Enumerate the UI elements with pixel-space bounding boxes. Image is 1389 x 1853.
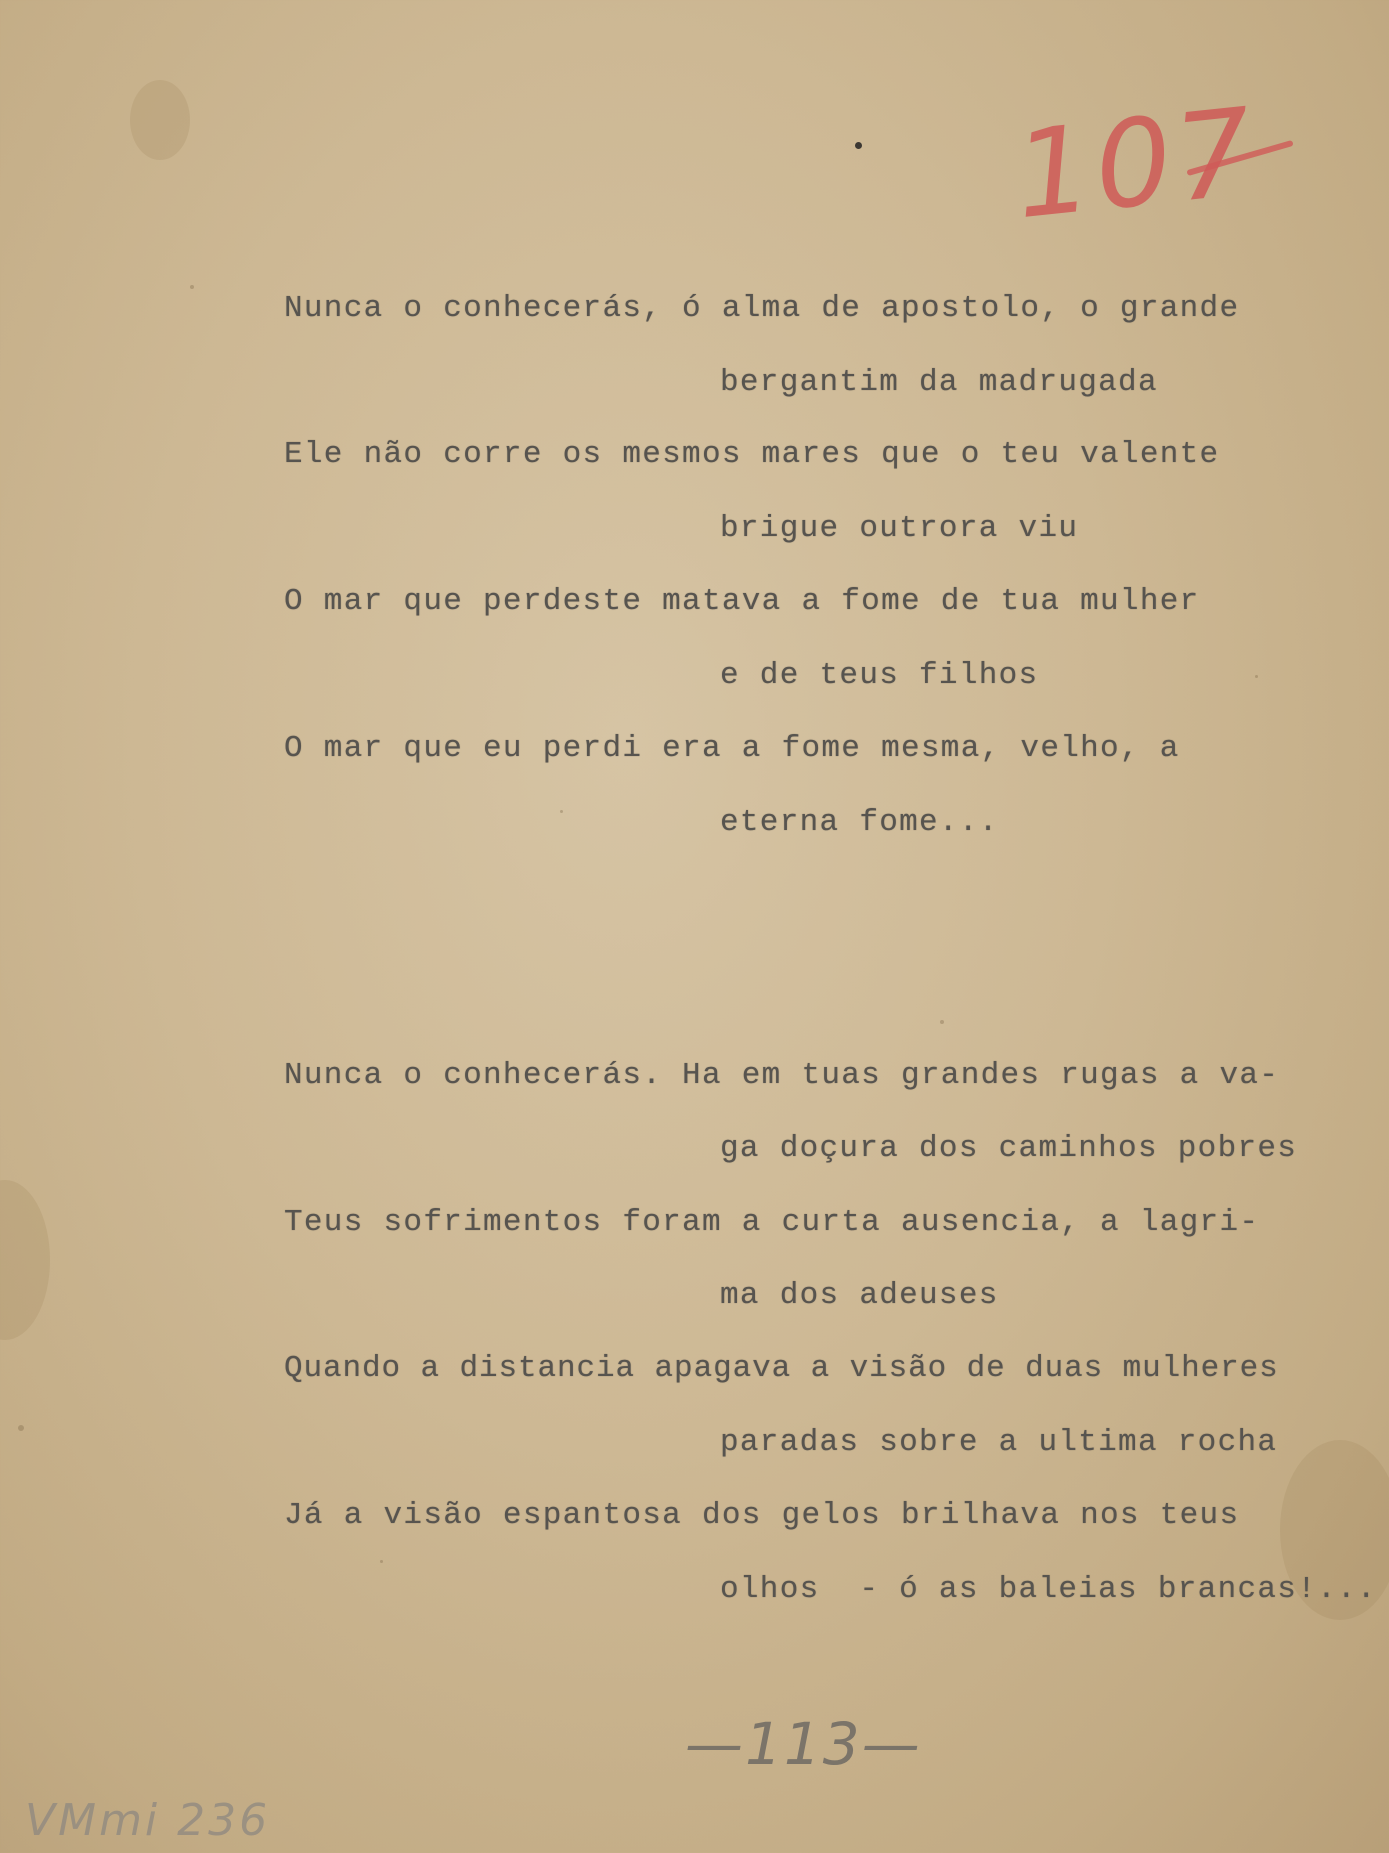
poem-line: Teus sofrimentos foram a curta ausencia, a lagri- bbox=[284, 1205, 1260, 1240]
poem-line-continuation: brigue outrora viu bbox=[720, 511, 1079, 546]
poem-line-continuation: ma dos adeuses bbox=[720, 1278, 999, 1313]
ink-dot bbox=[855, 142, 862, 149]
poem-line-continuation: eterna fome... bbox=[720, 805, 999, 840]
paper-speck bbox=[1255, 675, 1258, 678]
poem-line-continuation: olhos - ó as baleias brancas!... bbox=[720, 1572, 1377, 1607]
handwritten-folio-number: 107 bbox=[1008, 82, 1263, 247]
poem-line: Ele não corre os mesmos mares que o teu valente bbox=[284, 437, 1220, 472]
poem-line-continuation: e de teus filhos bbox=[720, 658, 1039, 693]
paper-speck bbox=[940, 1020, 944, 1024]
paper-stain bbox=[130, 80, 190, 160]
paper-speck bbox=[190, 285, 194, 289]
paper-speck bbox=[560, 810, 563, 813]
poem-line: Quando a distancia apagava a visão de duas mulheres bbox=[284, 1351, 1279, 1386]
poem-line: Nunca o conhecerás, ó alma de apostolo, o grande bbox=[284, 291, 1240, 326]
paper-speck bbox=[380, 1560, 383, 1563]
poem-line: O mar que perdeste matava a fome de tua mulher bbox=[284, 584, 1200, 619]
poem-line-continuation: bergantim da madrugada bbox=[720, 365, 1158, 400]
poem-line-continuation: ga doçura dos caminhos pobres bbox=[720, 1131, 1298, 1166]
poem-line: O mar que eu perdi era a fome mesma, velho, a bbox=[284, 731, 1180, 766]
archive-code: VMmi 236 bbox=[25, 1795, 271, 1846]
poem-line: Já a visão espantosa dos gelos brilhava nos teus bbox=[284, 1498, 1240, 1533]
page-number: —113— bbox=[685, 1710, 922, 1778]
poem-line-continuation: paradas sobre a ultima rocha bbox=[720, 1425, 1278, 1460]
paper-stain bbox=[0, 1180, 50, 1340]
paper-speck bbox=[18, 1425, 24, 1431]
poem-line: Nunca o conhecerás. Ha em tuas grandes rugas a va- bbox=[284, 1058, 1280, 1093]
